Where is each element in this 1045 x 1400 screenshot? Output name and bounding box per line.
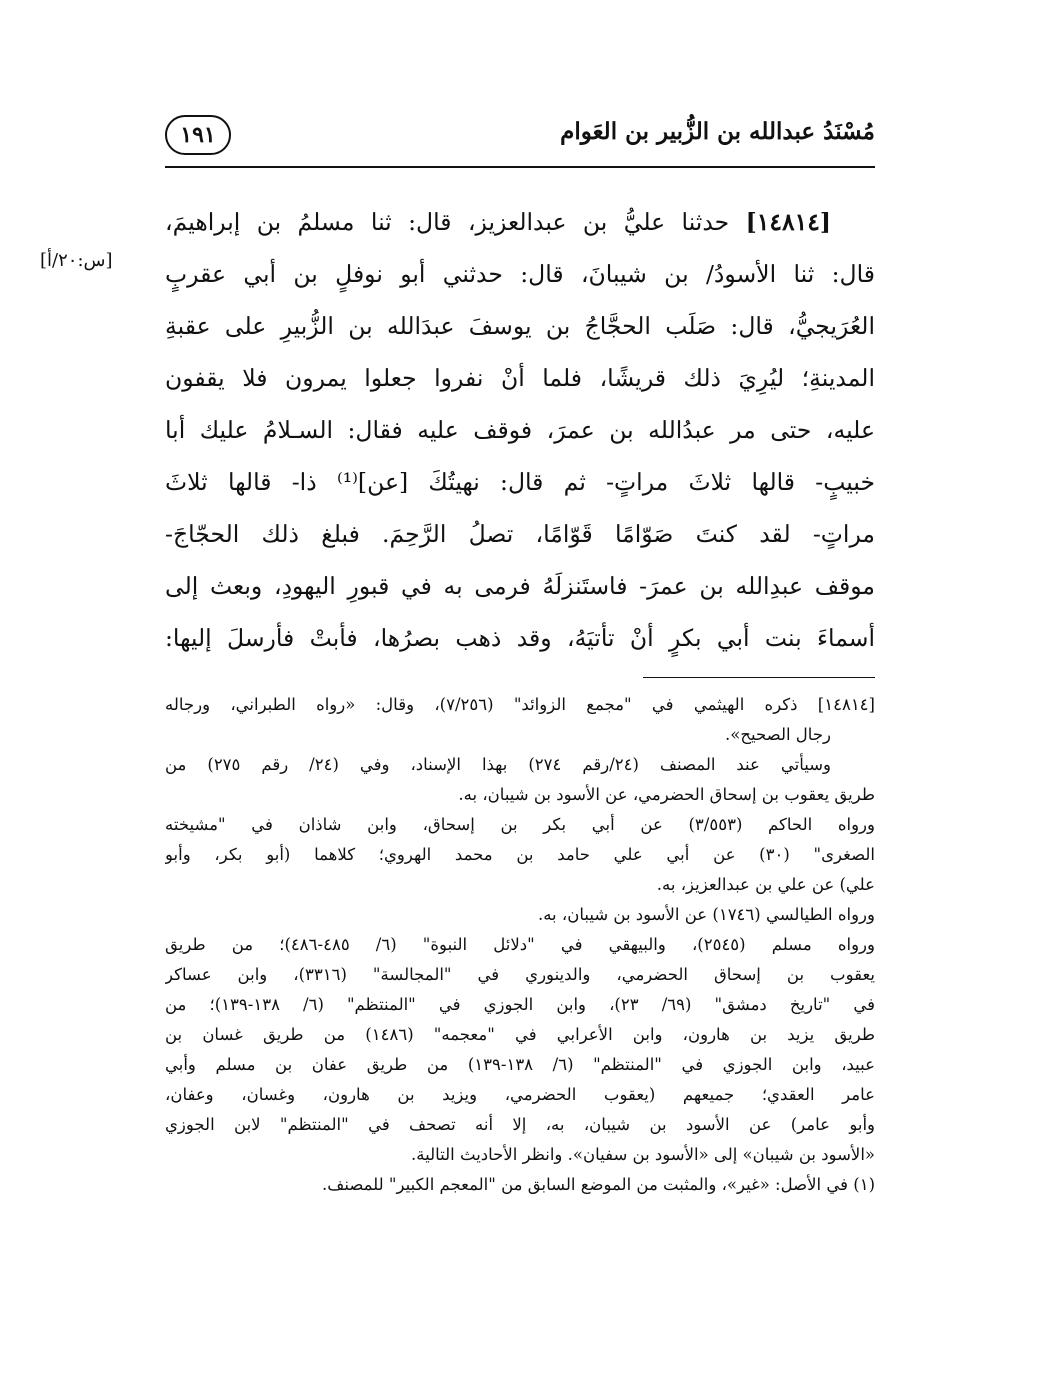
footnotes-section <box>165 690 875 1200</box>
running-title: مُسْنَدُ عبدالله بن الزُّبير بن العَوام <box>560 118 875 145</box>
hadith-line: موقف عبدِالله بن عمرَ- فاستَنزلَهُ فرمى به في قبورِ اليهودِ، وبعث إلى <box>165 572 875 600</box>
footnote-line: في "تاريخ دمشق" (٦٩/ ٢٣)، وابن الجوزي في "المنتظم" (٦/ ١٣٨-١٣٩)؛ من <box>165 995 875 1014</box>
footnote-line: «الأسود بن شيبان» إلى «الأسود بن سفيان». وانظر الأحاديث التالية. <box>411 1145 875 1164</box>
hadith-line: قال: ثنا الأسودُ/ بن شيبانَ، قال: حدثني أبو نوفلٍ بن أبي عقربٍ <box>165 260 875 288</box>
footnote-line: ورواه الحاكم (٣/٥٥٣) عن أبي بكر بن إسحاق، وابن شاذان في "مشيخته <box>165 815 875 834</box>
hadith-line: عليه، حتى مر عبدُالله بن عمرَ، فوقف عليه فقال: السـلامُ عليك أبا <box>165 416 875 444</box>
page-header <box>165 112 875 172</box>
hadith-number: [١٤٨١٤] <box>745 208 831 236</box>
hadith-line: أسماءَ بنت أبي بكرٍ أنْ تأتيَهُ، وقد ذهب بصرُها، فأبتْ فأرسلَ إليها: <box>165 624 875 652</box>
hadith-line: العُرَيجيُّ، قال: صَلَب الحجَّاجُ بن يوسفَ عبدَالله بن الزُّبيرِ على عقبةِ <box>165 312 875 340</box>
footnote-line: رجال الصحيح». <box>725 725 831 744</box>
footnote-line: طريق يزيد بن هارون، وابن الأعرابي في "معجمه" (١٤٨٦) من طريق غسان بن <box>165 1025 875 1044</box>
footnote-line: علي) عن علي بن عبدالعزيز، به. <box>656 875 875 894</box>
footnote-line: وأبو عامر) عن الأسود بن شيبان، به، إلا أنه تصحف في "المنتظم" لابن الجوزي <box>165 1115 875 1134</box>
footnote-line: وسيأتي عند المصنف (٢٤/رقم ٢٧٤) بهذا الإسناد، وفي (٢٤/ رقم ٢٧٥) من <box>165 755 831 774</box>
manuscript-margin-note: [س:٢٠/أ] <box>40 250 113 271</box>
footnote-line: عامر العقدي؛ جميعهم (يعقوب الحضرمي، ويزيد بن هارون، وغسان، وعفان، <box>165 1085 875 1104</box>
footnote-line: [١٤٨١٤] ذكره الهيثمي في "مجمع الزوائد" (٧/٢٥٦)، وقال: «رواه الطبراني، ورجاله <box>165 695 875 714</box>
footnote-divider <box>643 677 875 678</box>
footnote-line: ورواه مسلم (٢٥٤٥)، والبيهقي في "دلائل النبوة" (٦/ ٤٨٥-٤٨٦)؛ من طريق <box>165 935 875 954</box>
hadith-line-text: حدثنا عليُّ بن عبدالعزيز، قال: ثنا مسلمُ بن إبراهيمَ، <box>165 208 746 236</box>
page-number-badge: ١٩١ <box>165 115 231 155</box>
header-divider <box>165 166 875 168</box>
footnote-line: (١) في الأصل: «غير»، والمثبت من الموضع السابق من "المعجم الكبير" للمصنف. <box>322 1175 875 1194</box>
hadith-line: خبيبٍ- قالها ثلاثَ مراتٍ- ثم قال: نهيتُكَ [عن]⁽¹⁾ ذا- قالها ثلاثَ <box>165 468 875 496</box>
hadith-body <box>165 196 875 664</box>
footnote-line: ورواه الطيالسي (١٧٤٦) عن الأسود بن شيبان، به. <box>537 905 875 924</box>
footnote-line: الصغرى" (٣٠) عن أبي علي حامد بن محمد الهروي؛ كلاهما (أبو بكر، وأبو <box>165 845 875 864</box>
footnote-line: عبيد، وابن الجوزي في "المنتظم" (٦/ ١٣٨-١٣٩) من طريق عفان بن مسلم وأبي <box>165 1055 875 1074</box>
hadith-line: المدينةِ؛ ليُرِيَ ذلك قريشًا، فلما أنْ نفروا جعلوا يمرون فلا يقفون <box>165 364 875 392</box>
footnote-line: طريق يعقوب بن إسحاق الحضرمي، عن الأسود بن شيبان، به. <box>458 785 875 804</box>
hadith-line <box>165 196 875 248</box>
footnote-line: يعقوب بن إسحاق الحضرمي، والدينوري في "المجالسة" (٣٣١٦)، وابن عساكر <box>165 965 875 984</box>
hadith-line: مراتٍ- لقد كنتَ صَوّامًا قَوّامًا، تصلُ الرَّحِمَ. فبلغ ذلك الحجّاجَ- <box>165 520 875 548</box>
